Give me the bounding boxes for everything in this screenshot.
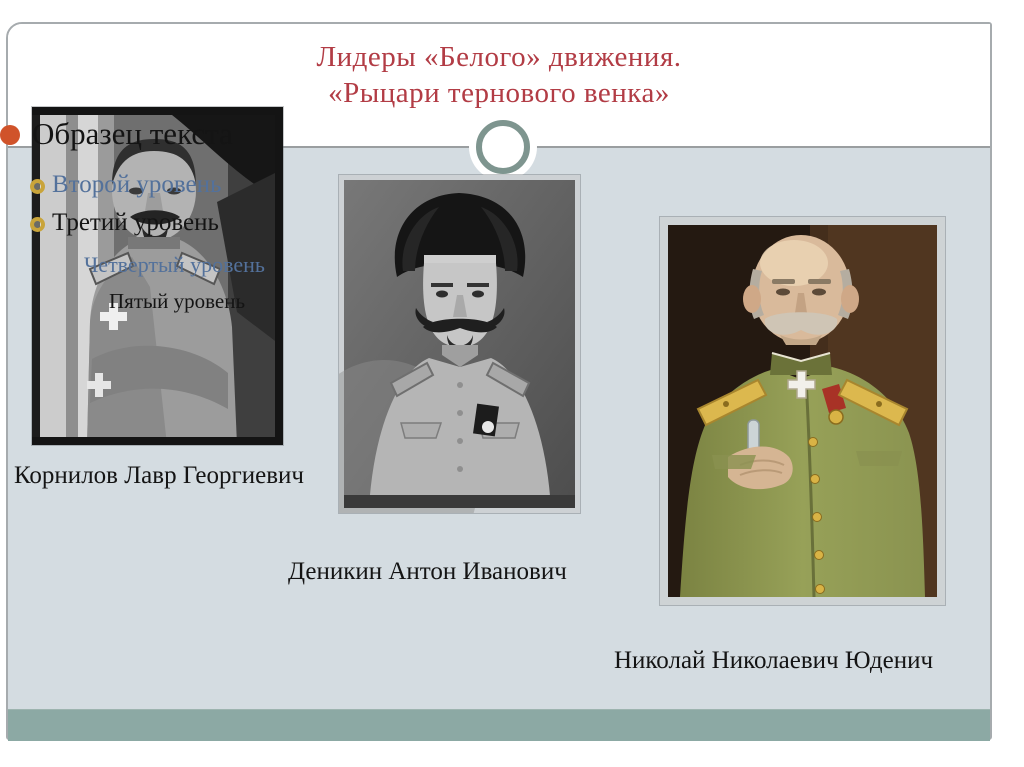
placeholder-level3-text: Третий уровень	[52, 209, 219, 236]
yudenich-photo	[660, 217, 945, 605]
denikin-photo	[339, 175, 580, 513]
yudenich-caption: Николай Николаевич Юденич	[614, 647, 934, 674]
yudenich-portrait-graphic	[660, 217, 945, 605]
level2-bullet-icon	[30, 179, 45, 194]
level1-bullet-icon	[0, 125, 20, 145]
slide	[6, 22, 992, 740]
denikin-portrait-graphic	[339, 175, 580, 513]
placeholder-level1-text: Образец текста	[32, 116, 233, 151]
footer-accent-band	[8, 709, 990, 741]
placeholder-level2-text: Второй уровень	[52, 171, 222, 198]
denikin-caption: Деникин Антон Иванович	[288, 558, 567, 585]
placeholder-level4-text: Четвертый уровень	[84, 252, 265, 277]
level3-bullet-icon	[30, 217, 45, 232]
divider-circle-ornament-icon	[476, 120, 530, 174]
slide-title-line1: Лидеры «Белого» движения.	[316, 41, 682, 73]
kornilov-caption: Корнилов Лавр Георгиевич	[14, 462, 304, 489]
placeholder-level5-text: Пятый уровень	[109, 289, 246, 313]
slide-title-line2: «Рыцари тернового венка»	[328, 77, 670, 109]
